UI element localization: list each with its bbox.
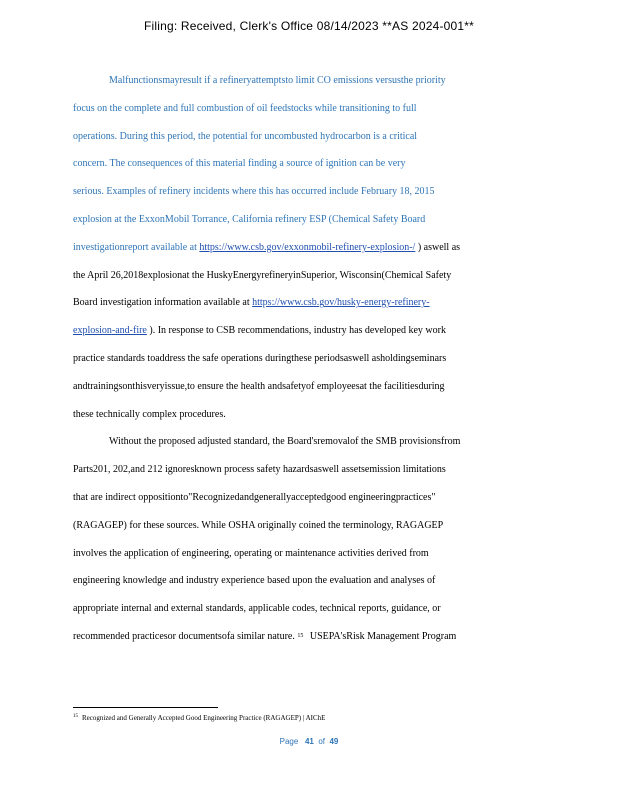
- line-text: recommended practicesor documentsofa similar nature.: [73, 630, 298, 642]
- line-text: investigationreport available at: [73, 241, 200, 253]
- paragraph-line: appropriate internal and external standards, applicable codes, technical reports, guidance, or: [73, 603, 441, 615]
- footnote: [73, 714, 325, 722]
- paragraph-line: engineering knowledge and industry experience based upon the evaluation and analyses of: [73, 575, 436, 587]
- footnote-reference[interactable]: 15: [297, 632, 304, 639]
- paragraph-line: explosion at the ExxonMobil Torrance, California refinery ESP (Chemical Safety Board: [73, 213, 426, 225]
- csb-exxonmobil-link[interactable]: https://www.csb.gov/exxonmobil-refinery-explosion-/: [199, 241, 416, 253]
- filing-header: Filing: Received, Clerk's Office 08/14/2023 **AS 2024-001**: [143, 19, 475, 33]
- paragraph-line: that are indirect oppositionto"Recognizedandgenerallyacceptedgood engineeringpractices": [73, 491, 436, 503]
- paragraph-line: the April 26,2018explosionat the HuskyEnergyrefineryinSuperior, Wisconsin(Chemical Safety: [73, 269, 452, 281]
- paragraph-line: [73, 289, 543, 317]
- footnote-divider: [73, 707, 218, 708]
- paragraph-line: andtrainingsonthisveryissue,to ensure the health andsafetyof employeesat the facilitiesduring: [73, 380, 445, 392]
- paragraph-line: [73, 317, 543, 345]
- paragraph-line: serious. Examples of refinery incidents where this has occurred include February 18, 2015: [73, 186, 435, 198]
- line-text: ). In response to CSB recommendations, industry has developed key work: [146, 325, 446, 337]
- paragraph-line: (RAGAGEP) for these sources. While OSHA originally coined the terminology, RAGAGEP: [73, 519, 444, 531]
- paragraph-line: these technically complex procedures.: [73, 408, 226, 420]
- line-text: ) aswell as: [415, 241, 461, 253]
- document-body: [73, 67, 543, 651]
- page-label: Page: [279, 737, 299, 746]
- footnote-text: Recognized and Generally Accepted Good Engineering Practice (RAGAGEP) | AIChE: [82, 714, 326, 722]
- footnote-number: 15: [73, 714, 78, 719]
- page-of-label: of: [318, 737, 326, 746]
- paragraph-line: [73, 623, 543, 651]
- current-page-number: 41: [304, 737, 314, 746]
- paragraph-line: involves the application of engineering, operating or maintenance activities derived from: [73, 547, 429, 559]
- paragraph-line: [73, 234, 543, 262]
- paragraph-line: practice standards toaddress the safe operations duringthese periodsaswell asholdingseminars: [73, 352, 447, 364]
- line-text: Board investigation information available at: [73, 297, 253, 309]
- paragraph-line: Parts201, 202,and 212 ignoresknown process safety hazardsaswell assetsemission limitations: [73, 464, 446, 476]
- csb-husky-link[interactable]: https://www.csb.gov/husky-energy-refinery-: [252, 297, 430, 309]
- paragraph-line: Without the proposed adjusted standard, the Board'sremovalof the SMB provisionsfrom: [109, 436, 461, 448]
- total-pages-number: 49: [329, 737, 339, 746]
- paragraph-line: concern. The consequences of this material finding a source of ignition can be very: [73, 158, 406, 170]
- paragraph-line: Malfunctionsmayresult if a refineryattemptsto limit CO emissions versusthe priority: [109, 75, 446, 86]
- csb-husky-link-continued[interactable]: explosion-and-fire: [73, 325, 147, 337]
- page-indicator: [0, 737, 618, 746]
- paragraph-line: operations. During this period, the potential for uncombusted hydrocarbon is a critical: [73, 130, 418, 142]
- line-text: USEPA'sRisk Management Program: [307, 630, 457, 642]
- paragraph-line: focus on the complete and full combustion of oil feedstocks while transitioning to full: [73, 102, 417, 114]
